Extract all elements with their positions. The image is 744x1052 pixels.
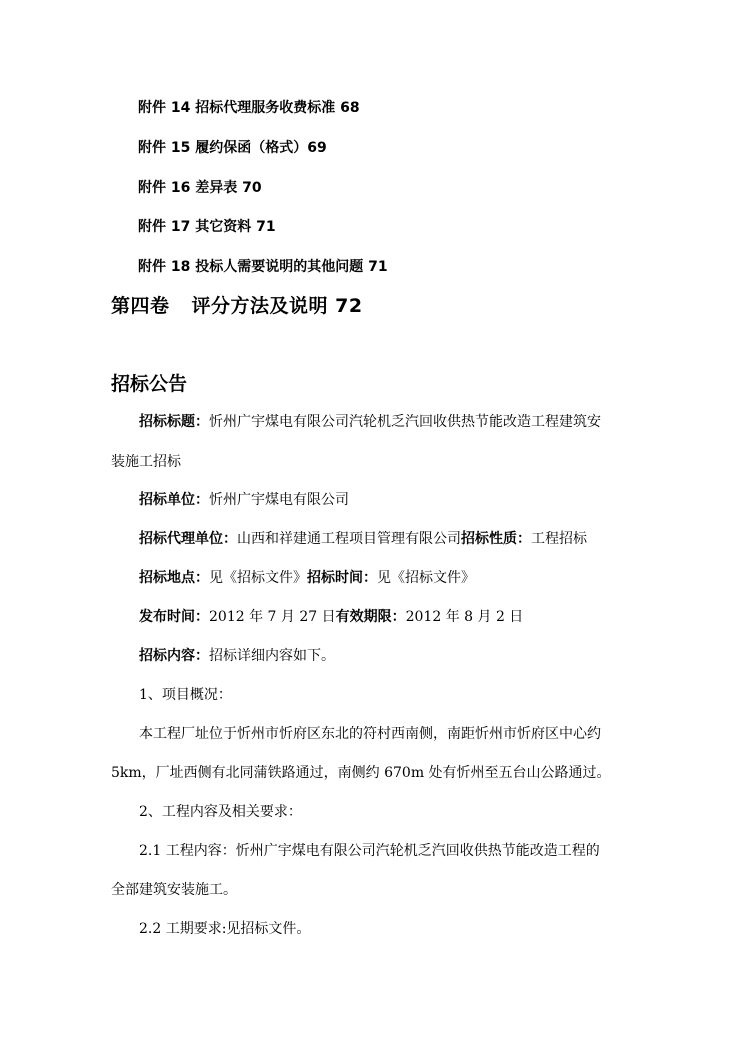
- section-1-heading: 1、项目概况：: [139, 687, 232, 703]
- field-unit: [139, 489, 349, 509]
- toc-item-15: 附件 15 履约保函（格式）69: [138, 140, 327, 156]
- field-time-label: 招标时间：: [307, 570, 377, 586]
- field-publish-value: 2012 年 7 月 27 日: [209, 609, 336, 625]
- field-place-value: 见《招标文件》: [209, 570, 307, 586]
- paragraph-1-line-1: 本工程厂址位于忻州市忻府区东北的符村西南侧，南距忻州市忻府区中心约: [139, 726, 601, 742]
- field-valid-value: 2012 年 8 月 2 日: [405, 609, 524, 625]
- field-content-label: 招标内容：: [139, 648, 209, 664]
- toc-item-16: 附件 16 差异表 70: [138, 180, 262, 196]
- section-2-heading: 2、工程内容及相关要求：: [139, 804, 302, 820]
- field-agent-value: 山西和祥建通工程项目管理有限公司: [237, 531, 461, 547]
- paragraph-2-line-3: 2.2 工期要求:见招标文件。: [139, 921, 311, 937]
- field-agent: [139, 528, 587, 548]
- field-content: [139, 645, 335, 665]
- field-nature-label: 招标性质：: [461, 531, 531, 547]
- paragraph-2-line-1: 2.1 工程内容：忻州广宇煤电有限公司汽轮机乏汽回收供热节能改造工程的: [139, 843, 600, 859]
- field-unit-value: 忻州广宇煤电有限公司: [209, 492, 349, 508]
- field-title-value: 忻州广宇煤电有限公司汽轮机乏汽回收供热节能改造工程建筑安: [209, 414, 601, 430]
- paragraph-2-line-2: 全部建筑安装施工。: [111, 882, 237, 898]
- field-place: [139, 567, 475, 587]
- field-title-label: 招标标题：: [139, 414, 209, 430]
- field-publish: [139, 606, 523, 626]
- field-title-continued: 装施工招标: [111, 454, 181, 470]
- toc-item-18: 附件 18 投标人需要说明的其他问题 71: [138, 259, 388, 275]
- field-title: [139, 411, 601, 431]
- field-unit-label: 招标单位：: [139, 492, 209, 508]
- volume-heading: [111, 291, 363, 318]
- field-publish-label: 发布时间：: [139, 609, 209, 625]
- paragraph-1-line-2: 5km，厂址西侧有北同蒲铁路通过，南侧约 670m 处有忻州至五台山公路通过。: [111, 765, 611, 781]
- field-valid-label: 有效期限：: [335, 609, 406, 625]
- volume-prefix: 第四卷: [111, 295, 170, 317]
- field-nature-value: 工程招标: [531, 531, 587, 547]
- toc-item-17: 附件 17 其它资料 71: [138, 219, 276, 235]
- field-place-label: 招标地点：: [139, 570, 209, 586]
- notice-heading: 招标公告: [111, 373, 188, 395]
- field-time-value: 见《招标文件》: [377, 570, 475, 586]
- toc-item-14: 附件 14 招标代理服务收费标准 68: [138, 100, 360, 116]
- volume-title: 评分方法及说明 72: [191, 295, 363, 317]
- field-agent-label: 招标代理单位：: [139, 531, 237, 547]
- field-content-value: 招标详细内容如下。: [209, 648, 335, 664]
